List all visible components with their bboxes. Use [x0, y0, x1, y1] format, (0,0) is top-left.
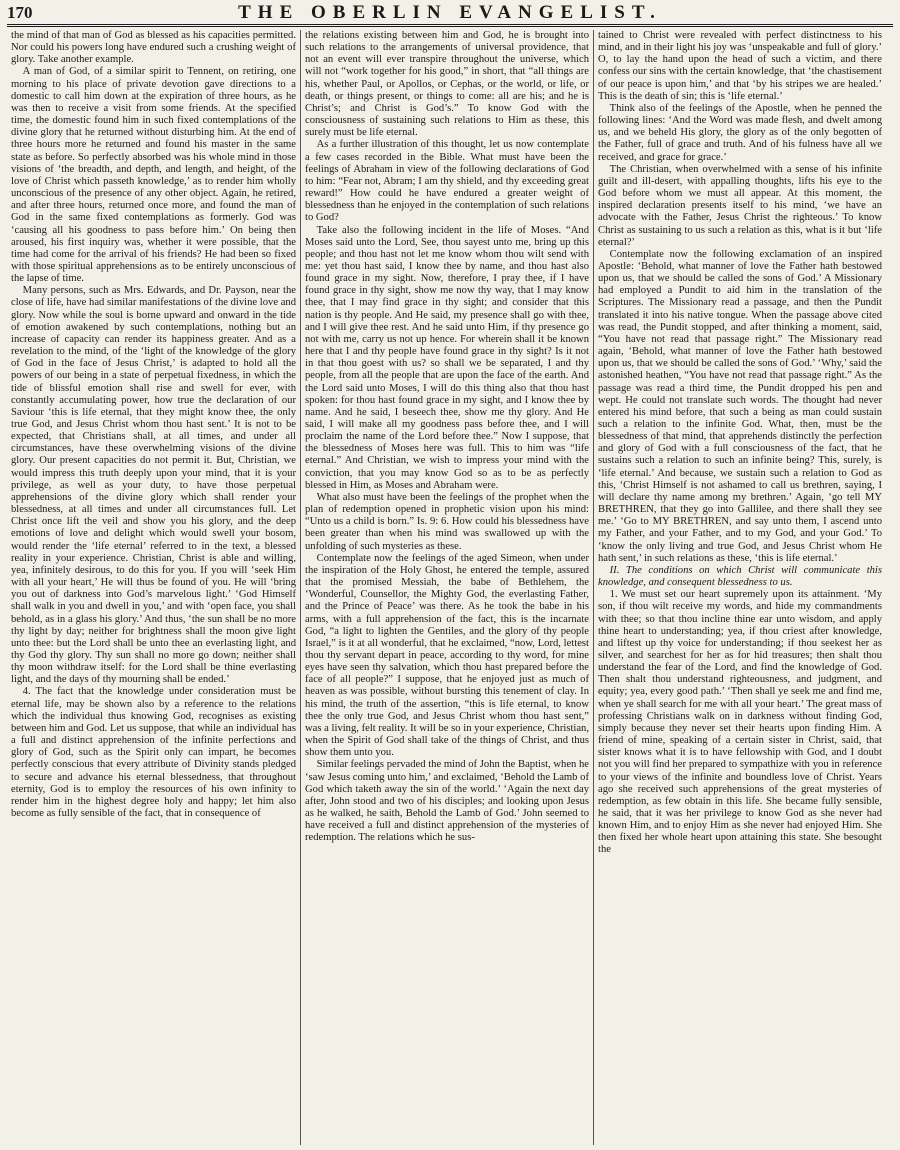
column-1 [7, 30, 300, 1145]
column-3 [593, 30, 886, 1145]
paragraph: Contemplate now the feelings of the aged Simeon, when under the inspiration of the Holy Ghost, he entered the temple, assured that the promised Messiah, the babe of Bethlehem, the ‘Wonderful, Counsellor, the Mighty God, the everlasting Father, and the Prince of Peace’ was there. As he took the babe in his arms, with a full apprehension of the fact, this is the incarnate God, “a light to lighten the Gentiles, and the glory of thy people Israel,” is it at all wonderful, that he exclaimed, “now, Lord, lettest thou thy servant depart in peace, according to thy word, for mine eyes have seen thy salvation, which thou hast prepared before the face of all people?” I suppose, that he enjoyed just as much of heaven as was possible, without bursting this tenement of clay. In his mind, the truth of the assertion, “this is life eternal, to know thee the only true God, and Jesus Christ whom thou hast sent,” was a living, felt reality. It will be so in your experience, Christian, when the Spirit of God shall take of the things of Christ, and thus show them unto you. [305, 552, 589, 759]
paragraph: Take also the following incident in the life of Moses. “And Moses said unto the Lord, See, thou sayest unto me, bring up this people; and thou hast not let me know whom thou wilt send with me: yet thou hast said, I know thee by name, and thou hast also found grace in my sight. Now, therefore, I pray thee, if I have found grace in thy sight, show me now thy way, that I may know thee, that I may find grace in thy sight; and consider that this nation is thy people. And He said, my presence shall go with thee, and I will give thee rest. And he said unto Him, if thy presence go not with me, carry us not up hence. For wherein shall it be known here that I and thy people have found grace in thy sight? Is it not in that thou goest with us? so shall we be separated, I and thy people, from all the people that are upon the face of the earth. And the Lord said unto Moses, I will do this thing also that thou hast spoken: for thou hast found grace in my sight, and I know thee by name. And he said, I beseech thee, show me thy glory. And He said, I will make all my goodness pass before thee, and I will proclaim the name of the Lord before thee.” Now I suppose, that the blessedness of Moses here was full. This to him was “life eternal.” And Christian, we wish to impress your mind with the conviction, that you may know God so as to be as perfectly blessed in Him, as Moses and Abraham were. [305, 224, 589, 491]
masthead [7, 2, 893, 27]
paragraph: Many persons, such as Mrs. Edwards, and Dr. Payson, near the close of life, have had similar manifestations of the divine love and glory. Now while the soul is borne upward and onward in the tide of emotion awakened by such contemplations, nothing but an increase of capacity can render its happiness greater. And as a revelation to the mind, of the ‘light of the knowledge of the glory of God in the face of Jesus Christ,’ is adapted to hold all the powers of our being in a state of perpetual fixedness, in which the tide of blissful emotion shall rise and swell for ever, with constantly accumulating power, how true the declaration of our Saviour ‘this is life eternal, that they might know thee, the only true God, and Jesus Christ whom thou hast sent.’ It is not to be expected, that Christians shall, at all times, and under all circumstances, have these overwhelming visions of the divine glory. Our present capacities do not permit it. But, Christian, we would impress this truth deeply upon your mind, that it is your privilege, as well as your duty, to have those perpetual apprehensions of the divine glory which shall render your blessedness, at all times and under all circumstances full. Let Christ once lift the veil and show you his glory, and the deep emotions of love and delight which would swell your bosom, would render the ‘life eternal’ referred to in the text, a blessed reality in your experience. Christian, Christ is able and willing, yea, infinitely desirous, to do this for you. If you will ‘seek Him with all your heart,’ He will thus be found of you. He will ‘bring you out of darkness into God’s marvelous light.’ ‘God Himself shall walk in you and dwell in you,’ and with ‘open face, you shall behold, as in a glass his glory.’ And thus, ‘the sun shall be no more thy light by day; neither for brightness shall the moon give light unto thee: but the Lord shall be unto thee an everlasting light, and thy God thy glory. Thy sun shall no more go down; neither shall thy moon withdraw itself: for the Lord shall be thine everlasting light, and the days of thy mourning shall be ended.’ [11, 285, 296, 686]
article-columns [7, 30, 893, 1145]
paragraph: tained to Christ were revealed with perfect distinctness to his mind, and in their light his joy was ‘unspeakable and full of glory.’ O, to lay the hand upon the head of such a victim, and there confess our sins with the certain knowledge, that ‘the chastisement of our peace is upon him,’ and that ‘by his stripes we are healed.’ This is the death of sin; this is ‘life eternal.’ [598, 30, 882, 102]
column-2 [300, 30, 593, 1145]
paragraph: 4. The fact that the knowledge under consideration must be eternal life, may be shown also by a reference to the relations which the individual thus knowing God, recognises as existing between him and God. Let us suppose, that while an individual has a full and distinct apprehension of the infinite perfections and glory of God, such as the Spirit only can impart, he becomes perfectly conscious that every attribute of Divinity stands pledged to secure and advance his eternal blessedness, that throughout eternity, God is to employ the resources of his own infinity to render him in the highest degree holy and happy; let him also become as fully sensible of the fact, that in consequence of [11, 686, 296, 819]
paragraph: A man of God, of a similar spirit to Tennent, on retiring, one morning to his place of private devotion gave directions to a domestic to call him down at the expiration of three hours, as he was then to receive a visit from some friends. At the specified time, the domestic found him in such fixed contemplations of the divine glory that he returned without disturbing him. At the end of three hours more he returned and found his master in the same state as before. So perfectly absorbed was his whole mind in those visions of ‘the breadth, and depth, and length, and height, of the love of Christ which passeth knowledge,’ as to render him wholly unconscious of the presence of any other object. Again, he retired, and after three hours, returned once more, and found the man of God in the same fixed contemplations as formerly. God was ‘causing all his goodness to pass before him.’ On being then aroused, his first inquiry was, whether it were possible, that the time had come for the arrival of his friends? He had been so fixed with those spiritual apprehensions as to be entirely unconscious of the lapse of time. [11, 66, 296, 285]
paragraph: Contemplate now the following exclamation of an inspired Apostle: ‘Behold, what manner of love the Father hath bestowed upon us, that we should be called the sons of God.’ A Missionary had employed a Pundit to aid him in the translation of the Scriptures. The Missionary read a passage, and then the Pundit translated it into his native tongue. When the passage above cited was read, the Pundit stopped, and after thinking a moment, said, “You have not read that passage right.” The Missionary read again, ‘Behold, what manner of love the Father hath bestowed upon us, that we should be called the sons of God.’ ‘Why,’ said the astonished heathen, “You have not read that passage right.” As the passage was read a third time, the Pundit dropped his pen and wept. He could not translate such words. The thought had never entered his mind before, that such a being as man could sustain such a relation to the infinite God. What, then, must be the blessedness of that mind, that apprehends distinctly the perfection and glory of God with a full consciousness of the fact, that he sustains such a relation to such an infinite being? This, surely, is ‘life eternal.’ And because, we sustain such a relation to God as this, ‘Christ Himself is not ashamed to call us brethren, saying, I will declare thy name among my brethren.’ Again, ‘go tell MY BRETHREN, that they go into Gallilee, and there shall they see me.’ ‘Go to MY BRETHREN, and say unto them, I ascend unto my Father, and your Father, and to my God, and your God.’ To ‘know the only living and true God, and Jesus Christ whom He hath sent,’ in such relations as these, ‘this is life eternal.’ [598, 248, 882, 564]
paragraph: 1. We must set our heart supremely upon its attainment. ‘My son, if thou wilt receive my words, and hide my commandments with thee; so that thou incline thine ear unto wisdom, and apply thine heart to understanding; yea, if thou criest after knowledge, and liftest up thy voice for understanding; if thou seekest her as silver, and searchest for her as for hid treasures; then shalt thou understand the fear of the Lord, and find the knowledge of God. Then shalt thou understand righteousness, and judgment, and equity; yea, every good path.’ ‘Then shall ye seek me and find me, when ye shall search for me with all your heart.’ The great mass of professing Christians walk on in darkness without finding God, simply because they never set their hearts upon finding Him. A friend of mine, speaking of a certain sister in Christ, said, that sister knows what it is to have fellowship with God, and I doubt not you will find her prepared to sympathize with you in reference to your views of the infinite and boundless love of Christ. Years ago she received such apprehensions of the great mysteries of redemption, as few obtain in this life. She became fully sensible, he said, that it was her privilege to know God as she never had known Him, and to enjoy Him as she never had enjoyed Him. She then fixed her whole heart upon attaining this state. She besought the [598, 589, 882, 856]
paragraph: the relations existing between him and God, he is brought into such relations to the arrangements of universal providence, that not an event will ever transpire throughout the universe, which will not “work together for his good,” in short, that “all things are his, whether Paul, or Apollos, or Cephas, or the world, or life, or death, or things present, or things to come: all are his; and he is Christ’s; and Christ is God’s.” To know God with the consciousness of sustaining such relations to Him as these, this surely must be life eternal. [305, 30, 589, 139]
paragraph: What also must have been the feelings of the prophet when the plan of redemption opened in prophetic vision upon his mind: “Unto us a child is born.” Is. 9: 6. How could his blessedness have been greater than when his mind was swallowed up with the unfolding of such mysteries as these. [305, 491, 589, 552]
newspaper-title: THE OBERLIN EVANGELIST. [238, 2, 662, 23]
page-number: 170 [7, 3, 33, 22]
paragraph: Similar feelings pervaded the mind of John the Baptist, when he ‘saw Jesus coming unto him,’ and exclaimed, ‘Behold the Lamb of God which taketh away the sin of the world.’ ‘Again the next day after, John stood and two of his disciples; and looking upon Jesus as he walked, he saith, Behold the Lamb of God.’ John seemed to have received a full and distinct apprehension of the mysteries of redemption. The relations which he sus- [305, 759, 589, 844]
paragraph: Think also of the feelings of the Apostle, when he penned the following lines: ‘And the Word was made flesh, and dwelt among us, and we beheld His glory, the glory as of the only begotten of the Father, full of grace and truth. And of his fulness have all we received, and grace for grace.’ [598, 102, 882, 163]
paragraph: The Christian, when overwhelmed with a sense of his infinite guilt and ill-desert, with appalling thoughts, lifts his eye to the God before whom we must all appear. At this moment, the inspired declaration presents itself to his mind, ‘we have an advocate with the Father, Jesus Christ the righteous.’ To know Christ as sustaining to us such a relation as this, what is it but ‘life eternal?’ [598, 163, 882, 248]
paragraph: the mind of that man of God as blessed as his capacities permitted. Nor could his powers long have endured such a crushing weight of glory. Take another example. [11, 30, 296, 66]
section-heading: II. The conditions on which Christ will communicate this knowledge, and consequent blessedness to us. [598, 564, 882, 589]
paragraph: As a further illustration of this thought, let us now contemplate a few cases recorded in the Bible. What must have been the feelings of Abraham in view of the following declarations of God to him: “Fear not, Abram; I am thy shield, and thy exceeding great reward!” How could he have endured a greater weight of blessedness than he enjoyed in the contemplation of such relations to God? [305, 139, 589, 224]
